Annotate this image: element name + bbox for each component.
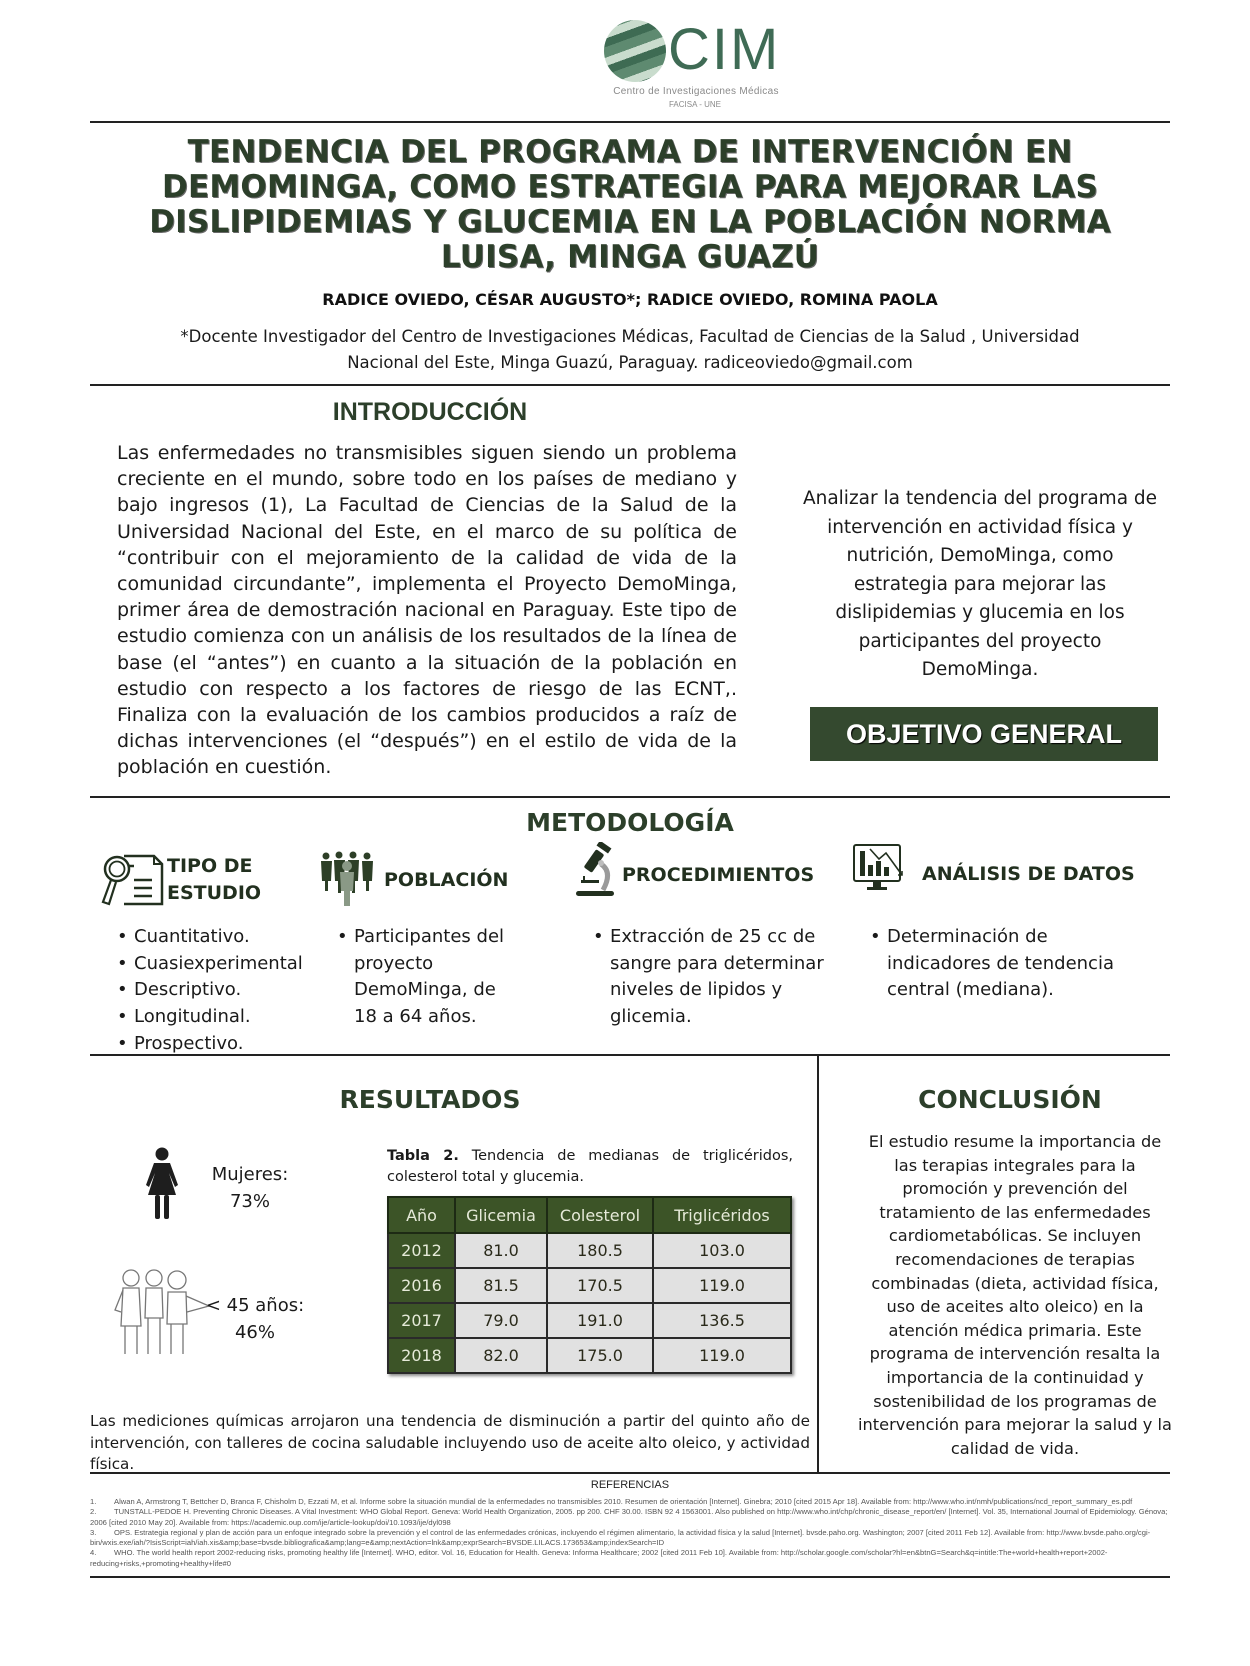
list-item: • Prospectivo. — [117, 1031, 337, 1058]
heading-line: ESTUDIO — [167, 882, 262, 904]
title-line: DISLIPIDEMIAS Y GLUCEMIA EN LA POBLACIÓN NORMA — [149, 204, 1111, 240]
under-45-stat — [200, 1292, 310, 1346]
table-cell: 82.0 — [455, 1338, 547, 1373]
column-header: Glicemia — [455, 1197, 547, 1233]
table-cell: 2012 — [388, 1233, 455, 1268]
column-header: Triglicéridos — [653, 1197, 791, 1233]
reference-item — [90, 1548, 1170, 1569]
reference-number: 2. — [90, 1507, 97, 1517]
analisis-datos-list — [870, 924, 1140, 1004]
procedimientos-list — [593, 924, 828, 1031]
table-header-row — [388, 1197, 791, 1233]
logo-subtitle: Centro de Investigaciones Médicas — [613, 86, 779, 97]
authors: RADICE OVIEDO, CÉSAR AUGUSTO*; RADICE OVIEDO, ROMINA PAOLA — [322, 290, 938, 309]
title-line: DEMOMINGA, COMO ESTRATEGIA PARA MEJORAR LAS — [162, 169, 1098, 205]
table-cell: 81.5 — [455, 1268, 547, 1303]
divider — [90, 1576, 1170, 1578]
logo-text: CIM — [668, 17, 781, 82]
list-item: • Extracción de 25 cc de sangre para determinar niveles de lipidos y glicemia. — [593, 924, 828, 1031]
divider — [90, 1472, 1170, 1474]
methodology-heading-analisis-datos: ANÁLISIS DE DATOS — [922, 863, 1135, 885]
results-heading: RESULTADOS — [339, 1085, 521, 1114]
heading-line: TIPO DE — [167, 855, 253, 877]
introduction-text: Las enfermedades no transmisibles siguen siendo un problema creciente en el mundo, sobre todo en los países de mediano y bajo ingresos (1), La Facultad de Ciencias de la Salud de la Universidad Nacional del Este, en el marco de su política de “contribuir con el mejoramiento de la calidad de vida de la comunidad circundante”, implementa el Proyecto DemoMinga, primer área de demostración nacional en Paraguay. Este tipo de estudio comienza con un análisis de los resultados de la línea de base (el “antes”) en cuanto a la situación de la población en estudio con respecto a los factores de riesgo de las ECNT,. Finaliza con la evaluación de los cambios producidos a raíz de dichas intervenciones (el “después”) en el estilo de vida de la población en cuestión. — [117, 442, 737, 779]
table-row — [388, 1338, 791, 1373]
stat-label: < 45 años: — [205, 1295, 305, 1316]
table-row — [388, 1303, 791, 1338]
results-table — [387, 1196, 792, 1374]
reference-item — [90, 1528, 1170, 1549]
list-item: • Cuantitativo. — [117, 924, 337, 951]
table-cell: 81.0 — [455, 1233, 547, 1268]
table-cell: 136.5 — [653, 1303, 791, 1338]
table-cell: 2018 — [388, 1338, 455, 1373]
woman-icon — [145, 1147, 179, 1220]
methodology-heading-procedimientos: PROCEDIMIENTOS — [622, 864, 815, 886]
introduction-heading: INTRODUCCIÓN — [332, 398, 528, 426]
table-cell: 2016 — [388, 1268, 455, 1303]
microscope-icon — [575, 842, 619, 898]
references-list — [90, 1497, 1170, 1569]
table-row — [388, 1233, 791, 1268]
stat-value: 73% — [229, 1191, 270, 1212]
table-row — [388, 1268, 791, 1303]
title-line: LUISA, MINGA GUAZÚ — [440, 239, 820, 275]
title-line: TENDENCIA DEL PROGRAMA DE INTERVENCIÓN EN — [187, 134, 1073, 170]
cim-logo — [600, 12, 790, 112]
conclusion-heading: CONCLUSIÓN — [918, 1085, 1102, 1114]
reference-text: Alwan A, Armstrong T, Bettcher D, Branca F, Chisholm D, Ezzati M, et al. Informe sobre la situación mundial de la enfermedades no transmisibles 2010. Resumen de orientación [Internet]. Ginebra; 2010 [cited 2015 Apr 18]. Available from: http://www.who.int/nmh/publications/ncd_report_summary_es.pdf — [114, 1497, 1133, 1506]
affiliation-line: Nacional del Este, Minga Guazú, Paraguay. radiceoviedo@gmail.com — [347, 353, 913, 372]
table-cell: 103.0 — [653, 1233, 791, 1268]
results-note: Las mediciones químicas arrojaron una tendencia de disminución a partir del quinto año de intervención, con talleres de cocina saludable incluyendo uso de aceite alto oleico, y actividad física. — [90, 1412, 810, 1473]
table-caption — [387, 1146, 793, 1188]
divider — [90, 1054, 1170, 1056]
divider — [90, 384, 1170, 386]
list-item: • Determinación de indicadores de tendencia central (mediana). — [870, 924, 1140, 1004]
column-header: Colesterol — [547, 1197, 653, 1233]
conclusion-text: El estudio resume la importancia de las terapias integrales para la promoción y prevención del tratamiento de las enfermedades cardiometabólicas. Se incluyen recomendaciones de terapias combinadas (dieta, actividad física, uso de aceites alto oleico) en la atención médica primaria. Este programa de intervención resalta la importancia de la continuidad y sostenibilidad de los programas de intervención para mejorar la salud y la calidad de vida. — [858, 1132, 1172, 1458]
table-caption-text: Tendencia de medianas de triglicéridos, colesterol total y glucemia. — [387, 1148, 794, 1185]
women-stat — [200, 1161, 300, 1215]
table-cell: 79.0 — [455, 1303, 547, 1338]
table-cell: 175.0 — [547, 1338, 653, 1373]
group-people-icon — [320, 851, 378, 907]
objective-banner: OBJETIVO GENERAL — [810, 707, 1158, 761]
chart-monitor-icon — [852, 843, 914, 893]
methodology-heading-tipo-estudio — [167, 853, 261, 907]
column-divider — [817, 1054, 819, 1472]
reference-item — [90, 1507, 1170, 1528]
reference-text: WHO. The world health report 2002-reducing risks, promoting healthy life [Internet]. WHO, editor. Vol. 16, Education for Health. Geneva: Informa Healthcare; 2002 [cited 2011 Feb 10]. Available from: http://scholar.google.com/scholar?hl=en&btnG=Search&q=intitle:The+world+health+report+2002-reducing+risks,+promoting+healthy+life#0 — [90, 1548, 1108, 1568]
reference-number: 4. — [90, 1548, 97, 1558]
list-item: • Descriptivo. — [117, 977, 337, 1004]
logo-subtitle-2: FACISA - UNE — [668, 100, 721, 109]
young-people-icon — [113, 1266, 211, 1356]
affiliation — [120, 324, 1140, 376]
reference-text: OPS. Estrategia regional y plan de acción para un enfoque integrado sobre la prevención y el control de las enfermedades crónicas, incluyendo el régimen alimentario, la actividad física y la salud [Internet]. bvsde.paho.org. Washington; 2007 [cited 2011 Feb 12]. Available from: http://www.bvsde.paho.org/cgi-bin/wxis.exe/iah/?IsisScript=iah/iah.xis&amp;base=bvsde.bibliografica&amp;lang=e&amp;nextAction=lnk&amp;exprSearch=BVSDE.LILACS.173653&amp;indexSearch=ID — [90, 1527, 1151, 1548]
reference-text: TUNSTALL-PEDOE H. Preventing Chronic Diseases. A Vital Investment: WHO Global Report. Geneva: World Health Organization, 2005. pp 200. CHF 30.00. ISBN 92 4 1563001. Also published on http://www.who.int/chp/chronic_disease_report/en/ [Internet]. Vol. 35, International Journal of Epidemiology. Génova; 2006 [cited 2010 May 20]. Available from: https://academic.oup.com/ije/article-lookup/doi/10.1093/ije/dyl098 — [90, 1507, 1168, 1527]
table-cell: 119.0 — [653, 1338, 791, 1373]
poster-title — [90, 135, 1170, 275]
globe-logo-icon — [604, 20, 666, 82]
table-cell: 191.0 — [547, 1303, 653, 1338]
table-cell: 180.5 — [547, 1233, 653, 1268]
stat-label: Mujeres: — [211, 1164, 289, 1185]
table-caption-label: Tabla 2. — [387, 1148, 459, 1164]
objective-text: Analizar la tendencia del programa de intervención en actividad física y nutrición, DemoMinga, como estrategia para mejorar las dislipidemias y glucemia en los participantes del proyecto DemoMinga. — [802, 488, 1158, 680]
list-item: • Cuasiexperimental — [117, 951, 337, 978]
table-cell: 119.0 — [653, 1268, 791, 1303]
document-search-icon — [100, 852, 166, 908]
affiliation-line: *Docente Investigador del Centro de Investigaciones Médicas, Facultad de Ciencias de la Salud , Universidad — [180, 327, 1080, 346]
poblacion-list — [337, 924, 522, 1031]
divider — [90, 121, 1170, 123]
reference-number: 3. — [90, 1527, 97, 1537]
table-cell: 2017 — [388, 1303, 455, 1338]
list-item: • Participantes del proyecto DemoMinga, de 18 a 64 años. — [337, 924, 522, 1031]
divider — [90, 796, 1170, 798]
reference-item — [90, 1497, 1170, 1507]
column-header: Año — [388, 1197, 455, 1233]
stat-value: 46% — [234, 1322, 275, 1343]
list-item: • Longitudinal. — [117, 1004, 337, 1031]
table-cell: 170.5 — [547, 1268, 653, 1303]
methodology-heading-poblacion: POBLACIÓN — [384, 869, 509, 891]
methodology-heading: METODOLOGÍA — [526, 808, 734, 837]
reference-number: 1. — [90, 1497, 97, 1506]
references-heading: REFERENCIAS — [590, 1479, 670, 1491]
tipo-estudio-list — [117, 924, 337, 1058]
